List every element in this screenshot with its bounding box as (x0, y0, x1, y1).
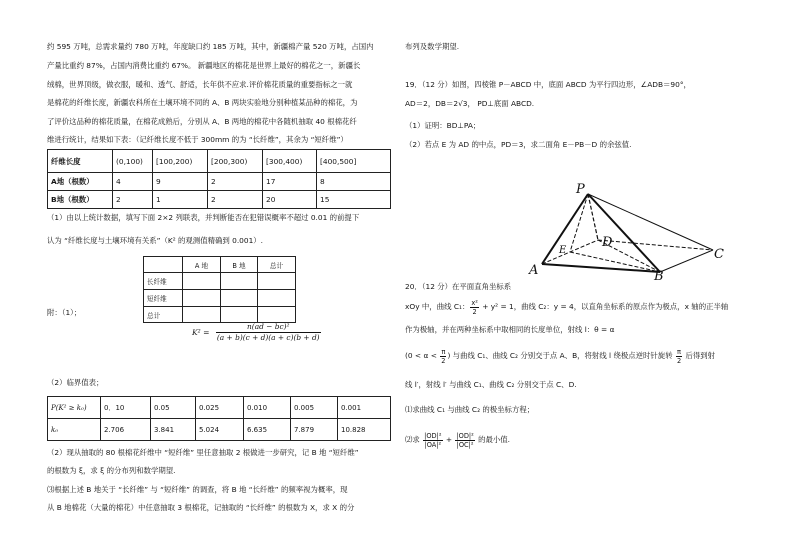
fraction (423, 432, 442, 449)
text-segment: + (443, 435, 455, 444)
vertex-label-a: A (529, 263, 539, 278)
table-row (48, 173, 391, 191)
fraction-denominator: |OA|² (424, 440, 442, 449)
fraction-numerator: |OD|² (456, 431, 474, 440)
header-cell: B 地 (221, 257, 258, 273)
table-row (144, 273, 296, 290)
table-cell: 2 (113, 191, 153, 209)
intro-line: 了评价这品种的棉花质量，在棉花成熟后，分别从 A、B 两地的棉花中各随机抽取 40 根棉花纤 (47, 117, 357, 126)
header-cell: 纤维长度 (48, 150, 113, 173)
question-3-line: ⑶根据上述 B 地关于 “长纤维” 与 “短纤维” 的调查，将 B 地 “长纤维” 的频率视为概率，现 (47, 485, 348, 494)
fraction-denominator: 2 (441, 356, 446, 365)
table-cell (183, 273, 221, 290)
table-cell: 0．10 (101, 397, 151, 419)
vertex-label-e: E (559, 245, 567, 256)
edge-pd (588, 194, 598, 240)
question-3-line: 从 B 地棉花（大量的棉花）中任意抽取 3 根棉花，记抽取的 “长纤维” 的根数为 X，求 X 的分 (47, 503, 355, 512)
fraction (455, 432, 474, 449)
table-cell: 1 (153, 191, 208, 209)
table-cell: 9 (153, 173, 208, 191)
formula-denominator: (a + b)(c + d)(a + c)(b + d) (216, 333, 320, 342)
table-cell: 10.828 (338, 419, 391, 441)
intro-line: 维进行统计，结果如下表：（记纤维长度不低于 300mm 的为 “长纤维”，其余为 “短纤维”） (47, 135, 348, 144)
fraction-numerator: x² (471, 298, 478, 307)
fraction-numerator: π (677, 347, 682, 356)
edge-pe (570, 194, 588, 252)
header-cell: [200,300) (208, 150, 263, 173)
critical-value-table (47, 396, 391, 441)
table-row (48, 191, 391, 209)
row-label: A地（根数） (48, 173, 113, 191)
table-cell: 4 (113, 173, 153, 191)
table-header-row (48, 150, 391, 173)
intro-line: 绒棉，世界顶级，做衣服，暖和、透气、舒适，长年供不应求.评价棉花质量的重要指标之一就 (47, 80, 353, 89)
corner-cell (144, 257, 183, 273)
table-cell: 7.879 (291, 419, 338, 441)
fraction-numerator: π (441, 347, 446, 356)
fraction-numerator: |OD|² (424, 431, 442, 440)
fraction (470, 299, 479, 316)
edge-pb (588, 194, 660, 272)
question-19-line: （2）若点 E 为 AD 的中点，PD＝3，求二面角 E－PB－D 的余弦值. (405, 140, 632, 149)
question-1-line: （1）由以上统计数据，填写下面 2×2 列联表，并判断能否在犯错误概率不超过 0.01 的前提下 (47, 213, 360, 222)
text-segment: 后得到射 (683, 351, 716, 360)
chi-square-formula (192, 322, 322, 343)
text-segment: ⑵求 (405, 435, 423, 444)
table-cell: 3.841 (151, 419, 196, 441)
row-label: 长纤维 (144, 273, 183, 290)
vertex-label-b: B (654, 269, 664, 280)
vertex-label-d: D (602, 235, 613, 250)
header-cell: 总计 (258, 257, 296, 273)
row-label: 短纤维 (144, 290, 183, 307)
table-cell: 8 (317, 173, 391, 191)
question-20-part-1: ⑴求曲线 C₁ 与曲线 C₂ 的极坐标方程； (405, 405, 535, 414)
header-cell: (0,100) (113, 150, 153, 173)
text-segment: 的最小值. (475, 435, 511, 444)
intro-line: 是棉花的纤维长度，新疆农科所在土壤环境不同的 A、B 两块实验地分别种植某品种的棉花，为 (47, 98, 358, 107)
table-cell: 2 (208, 173, 263, 191)
formula-lhs: K² = (192, 328, 210, 337)
question-19-line: AD＝2，DB＝2√3， PD⊥底面 ABCD. (405, 99, 535, 108)
table-cell (258, 307, 296, 323)
question-19-line: （1）证明：BD⊥PA； (405, 121, 481, 130)
vertex-label-p: P (576, 182, 585, 197)
intro-line: 约 595 万吨，总需求量约 780 万吨，年度缺口约 185 万吨，其中，新疆棉产量 520 万吨，占国内 (47, 42, 374, 51)
fraction (676, 348, 682, 365)
text-segment: ) 与曲线 C₁、曲线 C₂ 分别交于点 A、B，将射线 l 绕极点逆时针旋转 (447, 351, 675, 360)
critical-table-title: （2）临界值表； (47, 378, 104, 387)
table-cell (183, 290, 221, 307)
table-cell: 2.706 (101, 419, 151, 441)
formula-fraction (216, 322, 321, 343)
table-row (144, 307, 296, 323)
header-cell: [100,200) (153, 150, 208, 173)
table-cell: 5.024 (196, 419, 244, 441)
table-row (144, 290, 296, 307)
table-cell: 0.05 (151, 397, 196, 419)
table-cell (183, 307, 221, 323)
fraction-denominator: 2 (676, 356, 682, 365)
text-segment: (0 < α < (405, 351, 440, 360)
table-row (48, 419, 391, 441)
fiber-length-table (47, 149, 391, 209)
fraction-denominator: 2 (472, 307, 477, 316)
table-cell: 0.025 (196, 397, 244, 419)
pyramid-figure (528, 180, 728, 280)
question-1-line: 认为 “纤维长度与土壤环境有关系”（K² 的观测值精确到 0.001）. (47, 236, 264, 245)
table-cell (258, 290, 296, 307)
table-cell (221, 273, 258, 290)
question-20-line: 20．（12 分）在平面直角坐标系 (405, 282, 512, 291)
table-cell (221, 307, 258, 323)
table-cell: 0.001 (338, 397, 391, 419)
question-19-line: 19．（12 分）如图，四棱锥 P－ABCD 中，底面 ABCD 为平行四边形，∠ADB＝90°， (405, 80, 691, 89)
table-cell: 0.010 (244, 397, 291, 419)
question-20-part-2 (405, 428, 510, 452)
intro-line: 产量比重约 87%，占国内消费比重约 67%。 新疆地区的棉花是世界上最好的棉花之一，新疆长 (47, 61, 361, 70)
question-20-line (405, 344, 715, 368)
edge-bc (660, 250, 713, 272)
row-label: 总计 (144, 307, 183, 323)
text-segment: xOy 中，曲线 C₁： (405, 302, 470, 311)
vertex-label-c: C (714, 247, 724, 262)
header-cell: [400,500] (317, 150, 391, 173)
row-label: k₀ (48, 419, 101, 441)
contingency-table (143, 256, 296, 323)
table-cell: 2 (208, 191, 263, 209)
header-cell: A 地 (183, 257, 221, 273)
formula-numerator: n(ad − bc)² (216, 322, 321, 333)
appendix-label: 附：（1）； (47, 308, 82, 317)
question-20-line (405, 297, 728, 317)
table-cell: 17 (263, 173, 317, 191)
table-cell (221, 290, 258, 307)
row-label: P(K² ≥ k₀) (48, 397, 101, 419)
fraction (440, 348, 446, 365)
question-20-line: 线 l′，射线 l′ 与曲线 C₁、曲线 C₂ 分别交于点 C、D. (405, 380, 577, 389)
question-2-line: 的根数为 ξ，求 ξ 的分布列和数学期望. (47, 466, 176, 475)
question-20-line: 作为极轴，并在两种坐标系中取相同的长度单位，射线 l：θ = α (405, 325, 615, 334)
table-cell: 6.635 (244, 419, 291, 441)
header-cell: [300,400) (263, 150, 317, 173)
table-cell (258, 273, 296, 290)
continuation-line: 布列及数学期望. (405, 42, 460, 51)
table-cell: 20 (263, 191, 317, 209)
fraction-denominator: |OC|² (456, 440, 474, 449)
row-label: B地（根数） (48, 191, 113, 209)
question-2-line: （2）现从抽取的 80 根棉花纤维中 “短纤维” 里任意抽取 2 根做进一步研究，记 B 地 “短纤维” (47, 448, 359, 457)
table-cell: 15 (317, 191, 391, 209)
text-segment: + y² = 1，曲线 C₂：y = 4，以直角坐标系的原点作为极点，x 轴的正半轴 (479, 302, 729, 311)
table-cell: 0.005 (291, 397, 338, 419)
table-header-row (144, 257, 296, 273)
table-row (48, 397, 391, 419)
